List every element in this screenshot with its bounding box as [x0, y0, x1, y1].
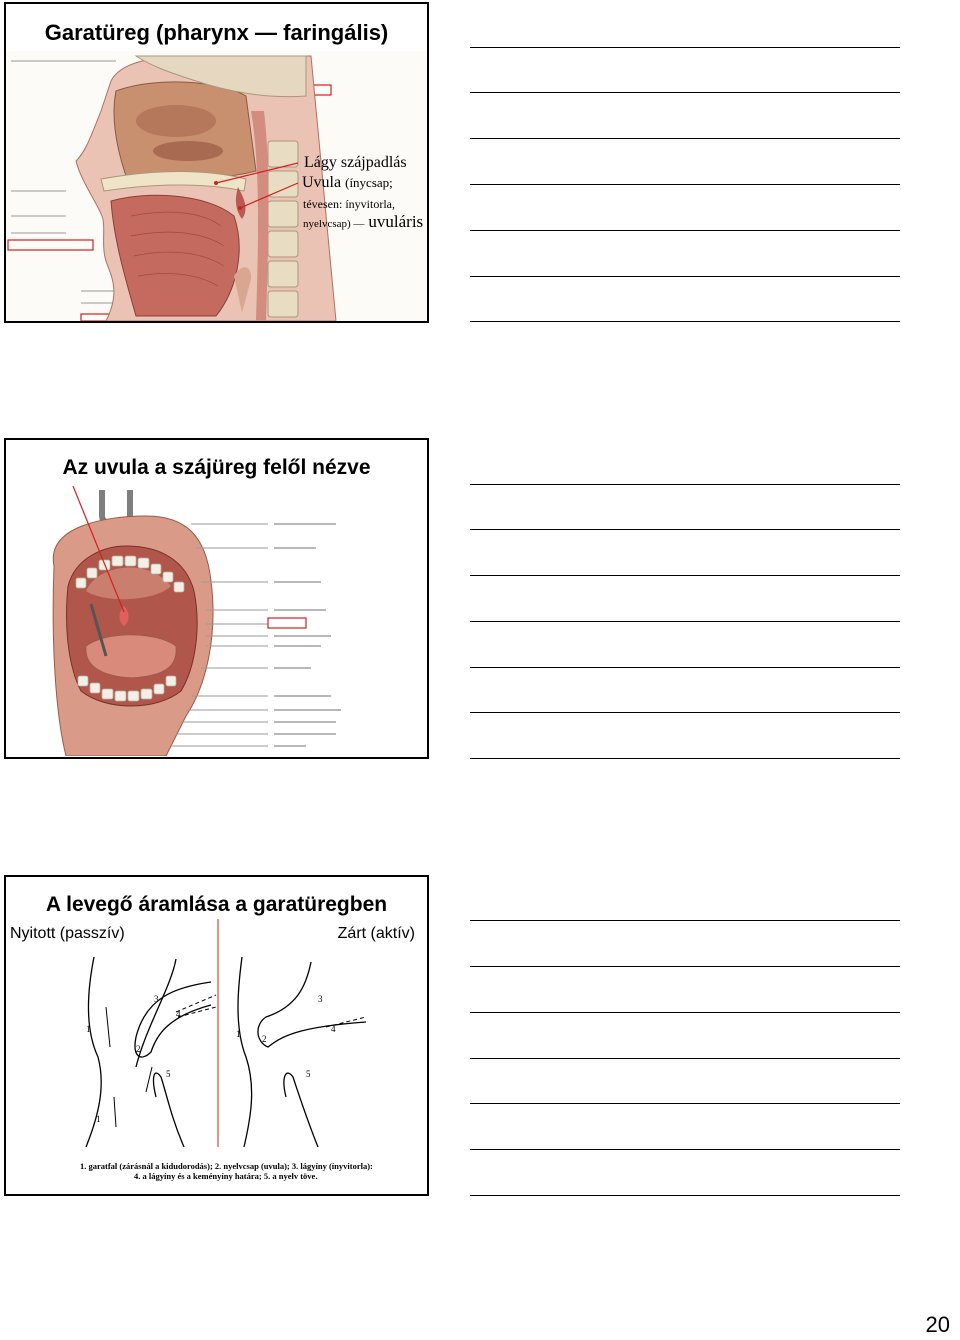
note-line	[470, 184, 900, 185]
slide-pharynx	[4, 2, 429, 323]
note-line	[470, 1103, 900, 1104]
svg-text:1: 1	[86, 1024, 91, 1034]
label-uvula	[302, 174, 393, 192]
svg-text:3: 3	[154, 994, 159, 1004]
label-uvularis: uvuláris	[368, 212, 424, 231]
note-line	[470, 1149, 900, 1150]
svg-text:5: 5	[166, 1069, 171, 1079]
note-line	[470, 92, 900, 93]
label-uvula-line2: tévesen: ínyvitorla,	[303, 197, 395, 211]
label-open-passive: Nyitott (passzív)	[10, 925, 125, 942]
note-line	[470, 230, 900, 231]
note-line	[470, 1012, 900, 1013]
note-line	[470, 138, 900, 139]
note-line	[470, 484, 900, 485]
slide-title: Az uvula a szájüreg felől nézve	[62, 456, 371, 479]
svg-text:4: 4	[176, 1009, 181, 1019]
caption-line-2: 4. a lágyíny és a keményíny határa; 5. a nyelv töve.	[134, 1171, 318, 1181]
label-uvula-paren: (ínycsap;	[345, 175, 393, 190]
note-line	[470, 966, 900, 967]
slide-title: Garatüreg (pharynx — faringális)	[44, 20, 389, 45]
note-line	[470, 321, 900, 322]
open-mouth-illustration	[6, 486, 427, 756]
note-line	[470, 920, 900, 921]
note-line	[470, 667, 900, 668]
svg-text:1: 1	[236, 1029, 241, 1039]
note-line	[470, 712, 900, 713]
note-line	[470, 575, 900, 576]
slide-airflow	[4, 875, 429, 1196]
label-uvula-line3	[303, 212, 423, 232]
note-line	[470, 1195, 900, 1196]
slide-uvula-oral-view	[4, 438, 429, 759]
label-soft-palate: Lágy szájpadlás	[304, 154, 407, 171]
label-closed-active: Zárt (aktív)	[337, 925, 415, 942]
note-line	[470, 621, 900, 622]
svg-text:4: 4	[331, 1024, 336, 1034]
note-line	[470, 529, 900, 530]
svg-text:2: 2	[136, 1044, 141, 1054]
svg-text:1: 1	[96, 1114, 101, 1124]
svg-text:3: 3	[318, 994, 323, 1004]
label-uvula-line3-small: nyelvcsap) —	[303, 218, 365, 230]
svg-text:5: 5	[306, 1069, 311, 1079]
svg-text:2: 2	[262, 1034, 267, 1044]
note-line	[470, 47, 900, 48]
note-line	[470, 276, 900, 277]
note-line	[470, 1058, 900, 1059]
label-uvula-main: Uvula	[302, 174, 342, 191]
caption-line-1: 1. garatfal (zárásnál a kidudorodás); 2. nyelvcsap (uvula); 3. lágyíny (ínyvitorla):	[80, 1161, 373, 1171]
note-line	[470, 758, 900, 759]
airflow-diagrams	[6, 917, 427, 1147]
page-number: 20	[925, 1312, 950, 1337]
slide-title: A levegő áramlása a garatüregben	[45, 893, 388, 916]
